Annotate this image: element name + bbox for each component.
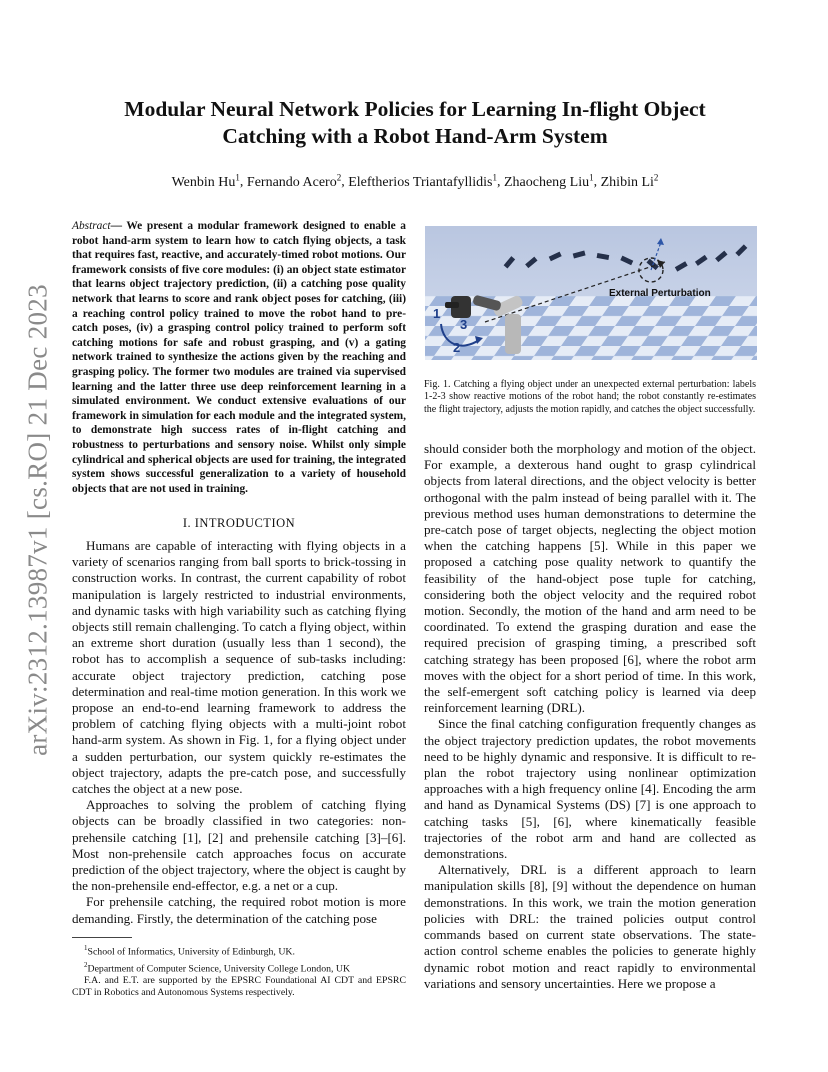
- external-perturbation-label: External Perturbation: [609, 288, 711, 299]
- author-list: Wenbin Hu$^1$, Fernando Acero$^2$, Eleftherios Triantafyllidis$^1$, Zhaocheng Liu$^1$, Zhibin Li$^2$: [171, 172, 659, 190]
- footnote: $^2$Department of Computer Science, University College London, UK: [84, 960, 351, 974]
- footnote: $^1$School of Informatics, University of Edinburgh, UK.: [84, 944, 295, 958]
- section-heading: I. INTRODUCTION: [182, 516, 296, 530]
- paragraph: Humans are capable of interacting with flying objects in a variety of scenarios ranging from ball sports to brick-tossing in construction works. In contrast, the current capability of robot manipulation is largely restricted to industrial environments, and dynamic tasks with high variability such as catching flying objects still remain challenging. To catch a flying object, within an extreme short duration (usually less than 1 second), the robot has to accomplish a sequence of sub-tasks including: accurate object trajectory prediction, catching pose determination and real-time motion generation. In this work we propose an end-to-end learning framework to address the problem of catching flying objects with a multi-joint robot hand-arm system. As shown in Fig. 1, for a flying object under a sudden perturbation, our system quickly re-estimates the object trajectory, adapts the pre-catch pose, and successfully catches the object at a new pose.: [72, 538, 406, 797]
- title-line-2: Catching with a Robot Hand-Arm System: [222, 124, 608, 148]
- right-column-body: [424, 441, 756, 992]
- abstract-text: — We present a modular framework designed to enable a robot hand-arm system to learn how to catch flying objects, a task that requires fast, reactive, and accurately-timed robot motions. Our framework consists of five core modules: (i) an object state estimator that learns object trajectory prediction, (ii) a catching pose quality network that learns to score and rank object poses for catching, (iii) a reaching control policy trained to move the robot hand to pre-catch poses, (iv) a grasping control policy trained to perform soft catching motions for safe and robust grasping, and (v) a gating network trained to synthesize the actions given by the reaching and grasping policy. The former two modules are trained via supervised learning and the latter three use deep reinforcement learning in a simulated environment. We conduct extensive evaluations of our framework in simulation for each module and the integrated system, to demonstrate high success rates of in-flight catching and robustness to perturbations and sensory noise. Whilst only simple cylindrical and spherical objects are used for training, the integrated system shows successful generalization to a variety of household objects that are not used in training.: [72, 220, 406, 495]
- author: Zhibin Li$^2$: [600, 172, 659, 190]
- paper-title: [70, 96, 760, 150]
- abstract: [72, 219, 406, 496]
- motion-label: 2: [453, 340, 461, 355]
- author: Eleftherios Triantafyllidis$^1$: [348, 172, 497, 190]
- arxiv-id: arXiv:2312.13987v1 [cs.RO] 21 Dec 2023: [22, 284, 53, 756]
- robot-catching-scene: [425, 226, 757, 360]
- author: Wenbin Hu$^1$: [171, 172, 240, 190]
- title-line-1: Modular Neural Network Policies for Learning In-flight Object: [124, 97, 706, 121]
- paragraph: Alternatively, DRL is a different approach to learn manipulation skills [8], [9] without the dependence on human demonstrations. In this work, we train the motion generation policies with DRL: the trained policies output control commands based on current state observations. The state-action control scheme enables the policies to generate highly dynamic robot motion and react rapidly to environmental variations and sensory uncertainties. Here we propose a: [424, 862, 756, 991]
- left-column-body: [72, 538, 406, 927]
- paragraph: For prehensile catching, the required robot motion is more demanding. Firstly, the determination of the catching pose: [72, 894, 406, 926]
- author: Zhaocheng Liu$^1$: [503, 172, 594, 190]
- author: Fernando Acero$^2$: [246, 172, 342, 190]
- figure-caption: Fig. 1. Catching a flying object under an unexpected external perturbation: labels 1-2-3 show reactive motions of the robot hand; the robot constantly re-estimates the flight trajectory, adjusts the motion rapidly, and catches the object successfully.: [424, 379, 756, 415]
- footnote: F.A. and E.T. are supported by the EPSRC Foundational AI CDT and EPSRC CDT in Robotics and Autonomous Systems respectively.: [72, 975, 406, 999]
- paragraph: Approaches to solving the problem of catching flying objects can be broadly classified in two categories: non-prehensile catching [1], [2] and prehensile catching [3]–[6]. Most non-prehensile catch approaches focus on accurate prediction of the object trajectory, where the object is caught by the non-prehensile end-effector, e.g. a net or a cup.: [72, 797, 407, 894]
- paragraph: should consider both the morphology and motion of the object. For example, a dexterous hand ought to grasp cylindrical objects from lateral directions, and the object velocity is better orthogonal with the palm instead of being parallel with it. The previous method uses human demonstrations to determine the pre-catch pose of target objects, neglecting the object motion when the catching happens [5]. While in this paper we proposed a catching pose quality network to quantify the feasibility of the hand-object pose tuple for catching, considering both the object velocity and the required robot motion. Secondly, the motion of the hand and arm need to be coordinated. To extend the grasping duration and ease the required precision of grasping timing, a prescribed soft catching strategy has been proposed [6], where the robot arm moves with the object for a short period of time. In this work, the self-emergent soft catching policy is learned via deep reinforcement learning (DRL).: [424, 441, 756, 716]
- motion-label: 3: [460, 317, 468, 332]
- footnotes: [72, 941, 406, 1000]
- figure-1-image: [425, 226, 757, 360]
- abstract-label: Abstract: [72, 220, 111, 232]
- paragraph: Since the final catching configuration frequently changes as the object trajectory prediction updates, the robot movements need to be highly dynamic and responsive. It is difficult to re-plan the robot trajectory using nonlinear optimization approaches with a high frequency online [4]. Encoding the arm and hand as Dynamical Systems (DS) [7] is one approach to catching tasks [5], [6], where kinematically feasible trajectories of the robot arm and hand are collected as demonstrations.: [424, 716, 756, 862]
- arxiv-stamp: [18, 285, 58, 755]
- motion-label: 1: [433, 306, 441, 321]
